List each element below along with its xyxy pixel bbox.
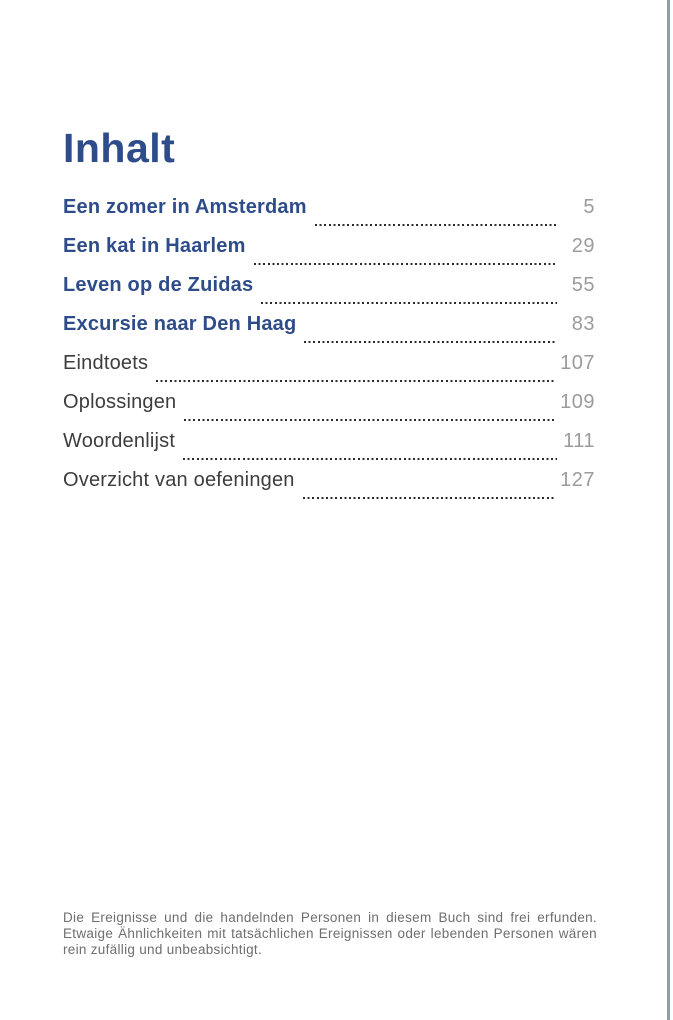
dot-leader	[303, 478, 555, 499]
toc-entry-label: Woordenlijst	[63, 430, 176, 452]
dot-leader	[184, 400, 554, 421]
toc-row	[63, 469, 595, 508]
page-title: Inhalt	[63, 125, 176, 172]
toc-page-number: 109	[560, 391, 595, 413]
toc-entry-label: Een kat in Haarlem	[63, 235, 246, 257]
toc-entry-label: Overzicht van oefeningen	[63, 469, 295, 491]
page-edge-accent-line	[667, 0, 670, 1020]
toc-entry-label: Eindtoets	[63, 352, 149, 374]
toc-row	[63, 352, 595, 391]
toc-page-number: 83	[571, 313, 595, 335]
dot-leader	[304, 322, 557, 343]
table-of-contents	[63, 196, 595, 508]
dot-leader	[183, 439, 557, 460]
toc-row	[63, 391, 595, 430]
toc-row	[63, 274, 595, 313]
toc-page-number: 107	[560, 352, 595, 374]
toc-page-number: 5	[583, 196, 595, 218]
toc-page-number: 111	[563, 430, 595, 452]
toc-row	[63, 313, 595, 352]
toc-entry-label: Excursie naar Den Haag	[63, 313, 297, 335]
toc-entry-label: Oplossingen	[63, 391, 177, 413]
toc-page-number: 29	[571, 235, 595, 257]
toc-page-number: 55	[571, 274, 595, 296]
legal-disclaimer-text: Die Ereignisse und die handelnden Personen in diesem Buch sind frei erfunden. Etwaige Ähnlichkeiten mit tatsächlichen Ereignissen oder lebenden Personen wären rein zufällig und unbeabsichtigt.	[63, 909, 597, 957]
toc-row	[63, 235, 595, 274]
toc-page-number: 127	[560, 469, 595, 491]
toc-entry-label: Een zomer in Amsterdam	[63, 196, 307, 218]
dot-leader	[156, 361, 554, 382]
dot-leader	[261, 283, 557, 304]
toc-entry-label: Leven op de Zuidas	[63, 274, 254, 296]
dot-leader	[315, 205, 557, 226]
dot-leader	[254, 244, 557, 265]
toc-row	[63, 196, 595, 235]
toc-row	[63, 430, 595, 469]
